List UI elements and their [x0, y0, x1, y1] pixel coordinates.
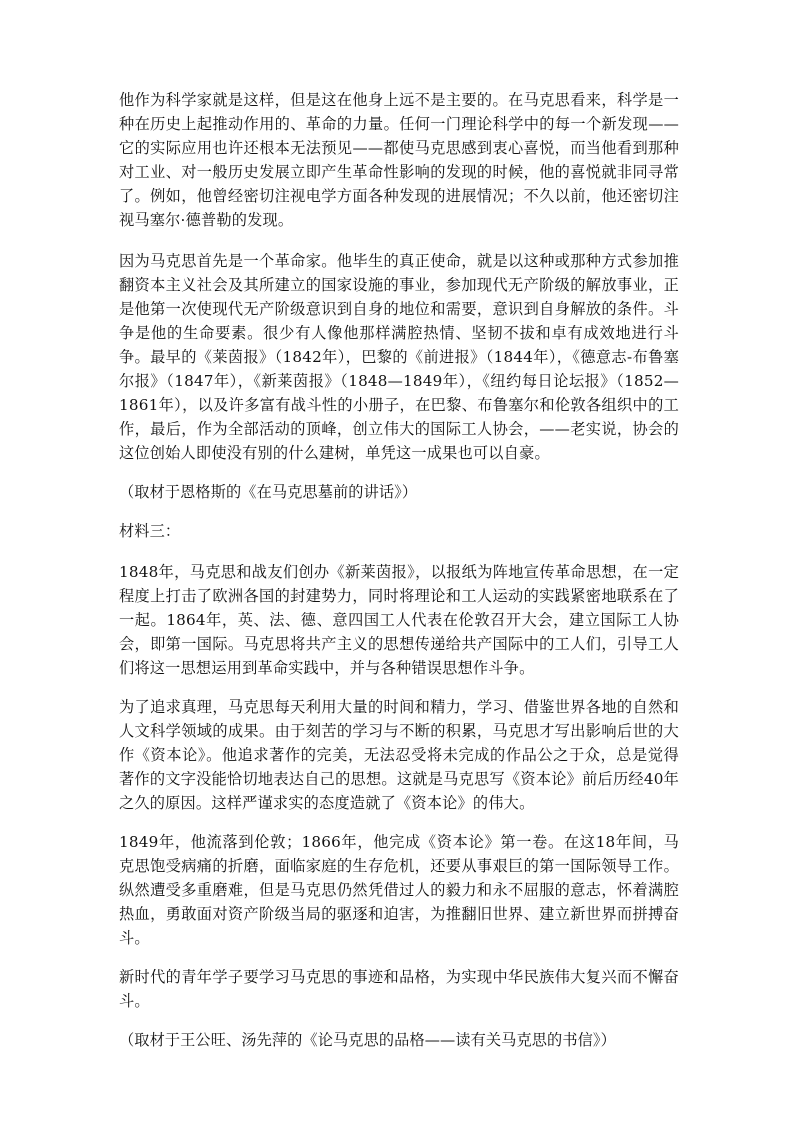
paragraph-1849: 1849年，他流落到伦敦；1866年，他完成《资本论》第一卷。在这18年间，马克思饱受病痛的折磨，面临家庭的生存危机，还要从事艰巨的第一国际领导工作。纵然遭受多重磨难，但是马克思仍然凭借过人的毅力和永不屈服的意志，怀着满腔热血，勇敢面对资产阶级当局的驱逐和迫害，为推翻旧世界、建立新世界而拼搏奋斗。 [119, 833, 679, 947]
source-citation-engels: （取材于恩格斯的《在马克思墓前的讲话》） [119, 483, 418, 501]
paragraph-science: 他作为科学家就是这样，但是这在他身上远不是主要的。在马克思看来，科学是一种在历史上起推动作用的、革命的力量。任何一门理论科学中的每一个新发现——它的实际应用也许还根本无法预见——都使马克思感到衷心喜悦，而当他看到那种对工业、对一般历史发展立即产生革命性影响的发现的时候，他的喜悦就非同寻常了。例如，他曾经密切注视电学方面各种发现的进展情况；不久以前，他还密切注视马塞尔·德普勒的发现。 [119, 91, 679, 229]
paragraph-youth: 新时代的青年学子要学习马克思的事迹和品格，为实现中华民族伟大复兴而不懈奋斗。 [119, 968, 679, 1010]
document-page [119, 88, 679, 1052]
source-citation-wang: （取材于王公旺、汤先萍的《论马克思的品格——读有关马克思的书信》） [119, 1031, 616, 1049]
paragraph-1848: 1848年，马克思和战友们创办《新莱茵报》，以报纸为阵地宣传革命思想，在一定程度上打击了欧洲各国的封建势力，同时将理论和工人运动的实践紧密地联系在了一起。1864年，英、法、德、意四国工人代表在伦敦召开大会，建立国际工人协会，即第一国际。马克思将共产主义的思想传递给共产国际中的工人们，引导工人们将这一思想运用到革命实践中，并与各种错误思想作斗争。 [119, 563, 679, 677]
paragraph-revolutionary: 因为马克思首先是一个革命家。他毕生的真正使命，就是以这种或那种方式参加推翻资本主义社会及其所建立的国家设施的事业，参加现代无产阶级的解放事业，正是他第一次使现代无产阶级意识到自身的地位和需要，意识到自身解放的条件。斗争是他的生命要素。很少有人像他那样满腔热情、坚韧不拔和卓有成效地进行斗争。最早的《莱茵报》（1842年），巴黎的《前进报》（1844年），《德意志-布鲁塞尔报》（1847年），《新莱茵报》（1848—1849年），《纽约每日论坛报》（1852—1861年），以及许多富有战斗性的小册子，在巴黎、布鲁塞尔和伦敦各组织中的工作，最后，作为全部活动的顶峰，创立伟大的国际工人协会，——老实说，协会的这位创始人即使没有别的什么建树，单凭这一成果也可以自豪。 [119, 252, 679, 462]
material-three-heading: 材料三： [119, 522, 181, 540]
paragraph-truth: 为了追求真理，马克思每天利用大量的时间和精力，学习、借鉴世界各地的自然和人文科学领域的成果。由于刻苦的学习与不断的积累，马克思才写出影响后世的大作《资本论》。他追求著作的完美，无法忍受将未完成的作品公之于众，总是觉得著作的文字没能恰切地表达自己的思想。这就是马克思写《资本论》前后历经40年之久的原因。这样严谨求实的态度造就了《资本论》的伟大。 [119, 698, 679, 812]
